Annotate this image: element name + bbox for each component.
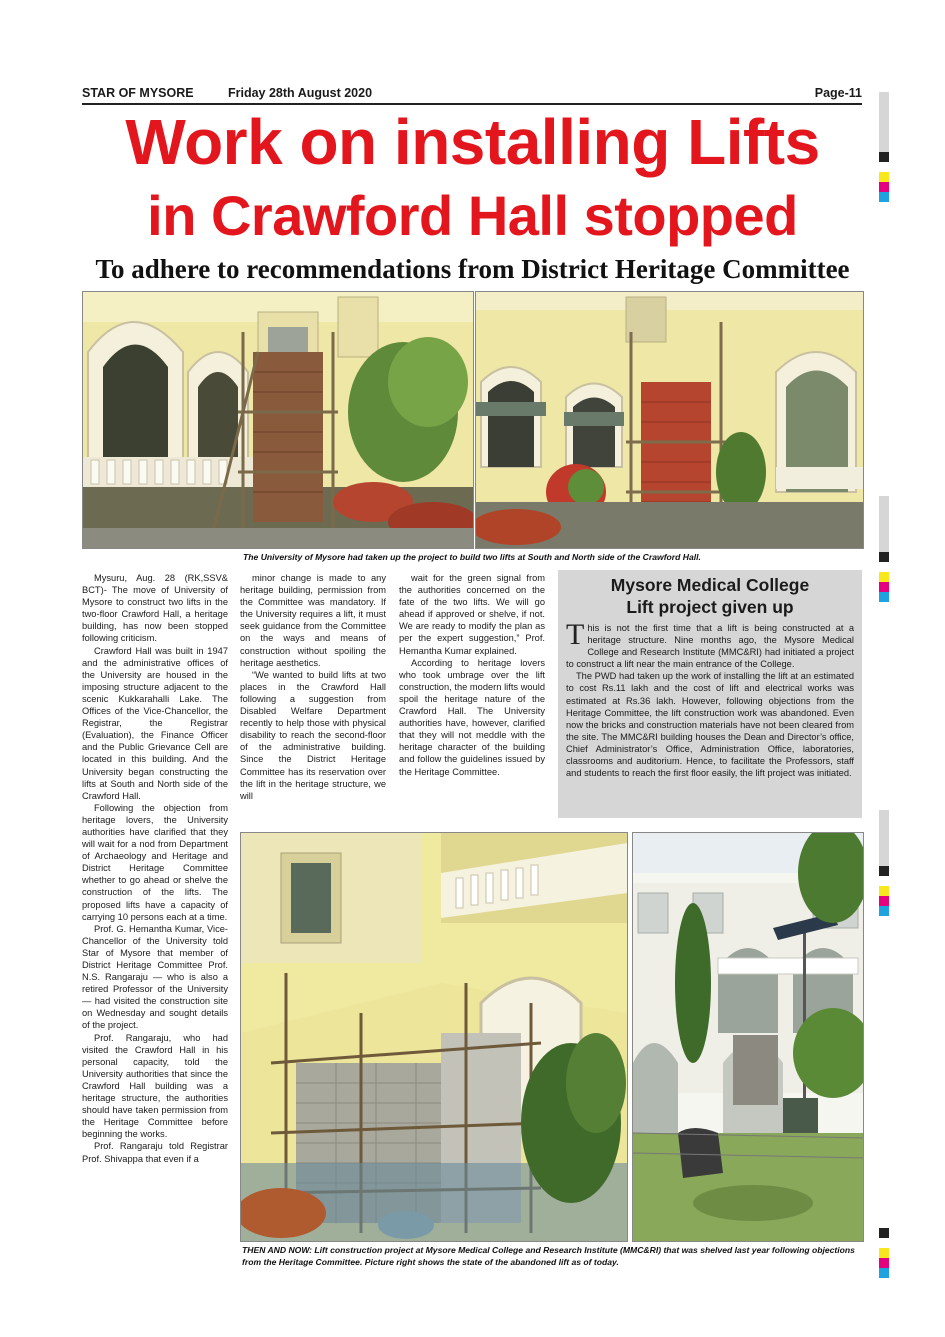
- article-column-2: [240, 572, 386, 802]
- sidebar-para-1: his is not the first time that a lift is being constructed at a heritage structure. Nine months ago, the Mysore Medical College and Research Institute (MMC&RI) had initiated a project to construct a lift near the main entrance of the College.: [566, 623, 854, 670]
- registration-strip-4: [879, 1228, 889, 1278]
- headline-line-1: Work on installing Lifts: [125, 106, 820, 178]
- col1-para-3: Following the objection from heritage lovers, the University authorities have clarified that they will wait for a nod from Department of Archaeology and Heritage and District Heritage Committee whether to go ahead or shelve the construction of the lifts. The proposed lifts have a capacity of carrying 10 persons each at a time.: [82, 802, 228, 922]
- col1-para-1: Mysuru, Aug. 28 (RK,SSV& BCT)- The move of University of Mysore to construct two lifts in the two-floor Crawford Hall, a heritage building, has now been stopped following criticism.: [82, 573, 228, 644]
- subheadline: To adhere to recommendations from District Heritage Committee: [95, 254, 850, 284]
- dropcap-letter: T: [566, 618, 585, 651]
- col2-para-1: minor change is made to any heritage building, permission from the Committee was mandatory. If the University requires a lift, it must seek guidance from the Committee on the ways and means of construction without spoiling the heritage aesthetics.: [240, 573, 386, 668]
- photo-south-lift-illustration: [83, 292, 473, 548]
- col1-para-4: Prof. G. Hemantha Kumar, Vice-Chancellor of the University told Star of Mysore that member of District Heritage Committee Prof. N.S. Rangaraju — who is also a retired Professor of the University — had visited the construction site on Wednesday and sought details of the project.: [82, 923, 228, 1031]
- masthead: [82, 86, 862, 102]
- masthead-rule: [82, 103, 862, 105]
- sidebar-title-line-1: Mysore Medical College: [610, 575, 810, 595]
- col1-para-5: Prof. Rangaraju, who had visited the Crawford Hall in his personal capacity, told the University authorities that since the Crawford Hall building was a heritage structure, the authorities should have taken permission from the Heritage Committee before beginning the works.: [82, 1032, 228, 1140]
- page-number: Page-11: [814, 86, 862, 100]
- sidebar-box-text: [566, 618, 854, 779]
- top-photo-caption: The University of Mysore had taken up the project to build two lifts at South and North side of the Crawford Hall.: [243, 552, 701, 562]
- col2-para-2: “We wanted to build lifts at two places in the Crawford Hall following a suggestion from Disabled Welfare Department recently to help those with physical disability to reach the second-floor of the administrative building. Since the District Heritage Committee has its reservation over the lift in the heritage structure, we will: [240, 669, 386, 801]
- photo-north-lift: [475, 291, 864, 549]
- photo-mmc-then-illustration: [241, 833, 627, 1241]
- sidebar-box-title: [558, 574, 862, 618]
- photo-mmc-now: [632, 832, 864, 1242]
- registration-strip-3: [879, 810, 889, 916]
- bottom-photo-caption: THEN AND NOW: Lift construction project at Mysore Medical College and Research Institute (MMC&RI) that was shelved last year following objections from the Heritage Committee. Picture right shows the state of the abandoned lift as of today.: [242, 1245, 855, 1267]
- photo-mmc-now-illustration: [633, 833, 863, 1241]
- paper-name: STAR OF MYSORE: [82, 86, 194, 100]
- col1-para-6: Prof. Rangaraju told Registrar Prof. Shivappa that even if a: [82, 1141, 228, 1164]
- col3-para-1: wait for the green signal from the authorities concerned on the fate of the two lifts. We will go ahead if approved or shelve, if not. We are ready to modify the plan as per the expert suggestion,” Prof. Hemantha Kumar explained.: [399, 573, 545, 656]
- article-column-1: [82, 572, 228, 1165]
- col1-para-2: Crawford Hall was built in 1947 and the administrative offices of the University are housed in the imposing structure adjacent to the scenic Kukkarahalli Lake. The Offices of the Vice-Chancellor, the Registrar, the Registrar (Evaluation), the Finance Officer and the Public Grievance Cell are located in this building. And the University began constructing the lifts at South and North side of the Crawford Hall.: [82, 645, 228, 801]
- sidebar-para-2: The PWD had taken up the work of installing the lift at an estimated to cost Rs.11 lakh and the cost of lift and electrical works was estimated at Rs.36 lakh. However, following objections from the Heritage Committee, the lift construction work was abandoned. Even now the bricks and construction materials have not been cleared from the site. The MMC&RI building houses the Dean and Director’s office, Chief Administrator’s Office, Administration Office, laboratories, classrooms and auditorium. Hence, to facilitate the Professors, staff and students to reach the first floor easily, the lift project was initiated.: [566, 671, 854, 779]
- headline-line-2: in Crawford Hall stopped: [147, 184, 798, 247]
- registration-strip-1: [879, 92, 889, 202]
- article-column-3: [399, 572, 545, 778]
- photo-north-lift-illustration: [476, 292, 863, 548]
- photo-south-lift: [82, 291, 474, 549]
- issue-date: Friday 28th August 2020: [228, 86, 373, 100]
- sidebar-title-line-2: Lift project given up: [626, 597, 794, 617]
- photo-mmc-then: [240, 832, 628, 1242]
- col3-para-2: According to heritage lovers who took umbrage over the lift construction, the modern lifts would spoil the heritage nature of the Crawford Hall. The University authorities have, however, clarified that they will not meddle with the heritage character of the building and follow the guidelines issued by the Heritage Committee.: [399, 657, 545, 777]
- registration-strip-2: [879, 496, 889, 602]
